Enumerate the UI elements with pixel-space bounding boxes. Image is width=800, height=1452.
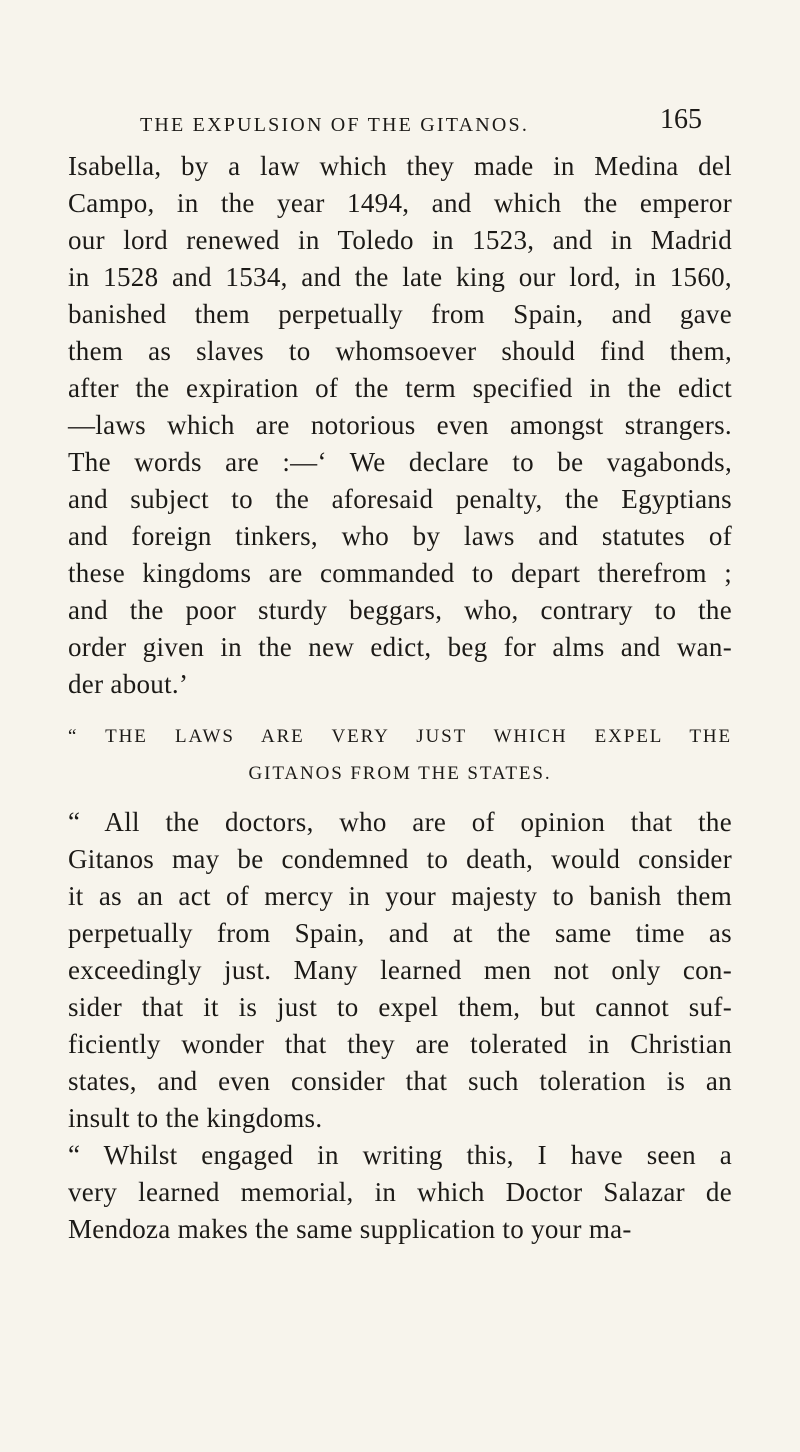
- section-heading-line: “ THE LAWS ARE VERY JUST WHICH EXPEL THE: [68, 726, 732, 747]
- text-line: our lord renewed in Toledo in 1523, and in Madrid: [68, 225, 732, 255]
- text-line: “ All the doctors, who are of opinion that the: [68, 807, 732, 837]
- text-line: exceedingly just. Many learned men not only con-: [68, 955, 732, 985]
- text-line: sider that it is just to expel them, but cannot suf-: [68, 992, 732, 1022]
- paragraph: [68, 148, 732, 703]
- page-number: 165: [660, 104, 702, 135]
- text-line: and foreign tinkers, who by laws and statutes of: [68, 521, 732, 551]
- text-line: them as slaves to whomsoever should find them,: [68, 336, 732, 366]
- running-head: THE EXPULSION OF THE GITANOS.: [140, 114, 530, 136]
- text-line: insult to the kingdoms.: [68, 1103, 323, 1133]
- text-line: it as an act of mercy in your majesty to banish them: [68, 881, 732, 911]
- paragraph: [68, 1137, 732, 1248]
- section-heading: [68, 718, 732, 792]
- text-line: very learned memorial, in which Doctor Salazar de: [68, 1177, 732, 1207]
- text-line: perpetually from Spain, and at the same time as: [68, 918, 732, 948]
- text-line: ficiently wonder that they are tolerated in Christian: [68, 1029, 732, 1059]
- text-line: and the poor sturdy beggars, who, contrary to the: [68, 595, 732, 625]
- text-line: in 1528 and 1534, and the late king our lord, in 1560,: [68, 262, 732, 292]
- text-line: Isabella, by a law which they made in Medina del: [68, 151, 732, 181]
- text-line: The words are :—‘ We declare to be vagabonds,: [68, 447, 732, 477]
- text-line: Mendoza makes the same supplication to your ma-: [68, 1214, 632, 1244]
- text-line: der about.’: [68, 669, 189, 699]
- text-line: states, and even consider that such toleration is an: [68, 1066, 732, 1096]
- body-text: [68, 148, 732, 1248]
- text-line: “ Whilst engaged in writing this, I have seen a: [68, 1140, 732, 1170]
- text-line: banished them perpetually from Spain, and gave: [68, 299, 732, 329]
- text-line: order given in the new edict, beg for alms and wan-: [68, 632, 732, 662]
- text-line: —laws which are notorious even amongst strangers.: [68, 410, 732, 440]
- text-line: and subject to the aforesaid penalty, the Egyptians: [68, 484, 732, 514]
- text-line: Gitanos may be condemned to death, would consider: [68, 844, 732, 874]
- text-line: Campo, in the year 1494, and which the emperor: [68, 188, 732, 218]
- paragraph: [68, 804, 732, 1137]
- text-line: these kingdoms are commanded to depart therefrom ;: [68, 558, 732, 588]
- text-line: after the expiration of the term specified in the edict: [68, 373, 732, 403]
- section-heading-line: GITANOS FROM THE STATES.: [248, 763, 552, 784]
